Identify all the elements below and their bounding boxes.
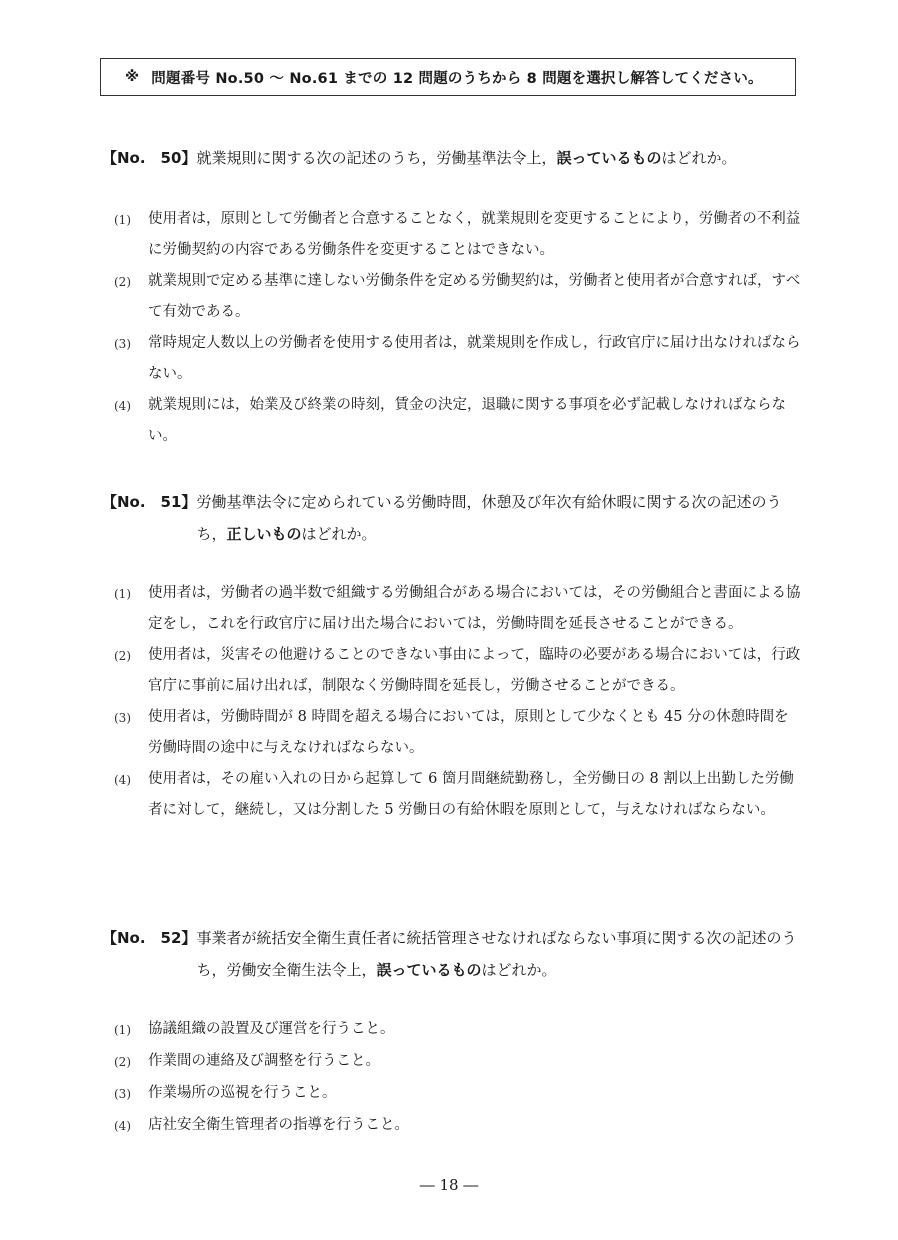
option-text: 就業規則には，始業及び終業の時刻，賃金の決定，退職に関する事項を必ず記載しなければならない。 [148, 397, 786, 444]
option-list [102, 204, 802, 452]
option-item [114, 1078, 802, 1110]
option-number: (2) [114, 275, 131, 289]
option-text: 使用者は，災害その他避けることのできない事由によって，臨時の必要がある場合においては，行政官庁に事前に届け出れば，制限なく労働時間を延長し，労働させることができる。 [148, 647, 801, 694]
option-item [114, 390, 802, 452]
option-item [114, 640, 802, 702]
option-text: 使用者は，その雇い入れの日から起算して 6 箇月間継続勤務し，全労働日の 8 割以上出勤した労働者に対して，継続し，又は分割した 5 労働日の有給休暇を原則として，与えなければならない。 [148, 771, 794, 818]
option-item [114, 764, 802, 826]
option-item [114, 266, 802, 328]
option-text: 作業場所の巡視を行うこと。 [148, 1085, 337, 1101]
option-text: 店社安全衛生管理者の指導を行うこと。 [148, 1117, 409, 1133]
question-stem: 就業規則に関する次の記述のうち，労働基準法令上，誤っているものはどれか。 [196, 149, 737, 167]
option-number: (2) [114, 649, 131, 663]
option-number: (3) [114, 711, 131, 725]
page-number: ― 18 ― [419, 1176, 479, 1194]
option-item [114, 1046, 802, 1078]
notice-text: 問題番号 No.50 ～ No.61 までの 12 問題のうちから 8 問題を選択し解答してください。 [151, 70, 763, 87]
instruction-notice-box [100, 58, 796, 96]
option-text: 作業間の連絡及び調整を行うこと。 [148, 1053, 380, 1069]
option-text: 協議組織の設置及び運営を行うこと。 [148, 1021, 395, 1037]
question-number: 【No. 51】 [102, 493, 197, 511]
question-number: 【No. 52】 [102, 929, 197, 947]
option-number: (1) [114, 213, 131, 227]
option-number: (3) [114, 1087, 131, 1101]
question-stem: 事業者が統括安全衛生責任者に統括管理させなければならない事項に関する次の記述のうち，労働安全衛生法令上，誤っているものはどれか。 [196, 929, 797, 979]
option-text: 使用者は，原則として労働者と合意することなく，就業規則を変更することにより，労働者の不利益に労働契約の内容である労働条件を変更することはできない。 [148, 211, 801, 258]
option-text: 就業規則で定める基準に達しない労働条件を定める労働契約は，労働者と使用者が合意すれば，すべて有効である。 [148, 273, 801, 320]
option-text: 常時規定人数以上の労働者を使用する使用者は，就業規則を作成し，行政官庁に届け出なければならない。 [148, 335, 801, 382]
question-number: 【No. 50】 [102, 149, 197, 167]
question-stem: 労働基準法令に定められている労働時間，休憩及び年次有給休暇に関する次の記述のうち，正しいものはどれか。 [196, 493, 782, 543]
option-number: (4) [114, 1119, 131, 1133]
option-number: (2) [114, 1055, 131, 1069]
option-item [114, 1110, 802, 1142]
option-number: (1) [114, 587, 131, 601]
option-item [114, 578, 802, 640]
stem-emphasis: 誤っているもの [556, 149, 662, 167]
option-number: (3) [114, 337, 131, 351]
option-list [102, 1014, 802, 1142]
option-item [114, 204, 802, 266]
stem-emphasis: 正しいもの [226, 525, 302, 543]
option-number: (4) [114, 399, 131, 413]
option-item [114, 1014, 802, 1046]
option-text: 使用者は，労働時間が 8 時間を超える場合においては，原則として少なくとも 45 分の休憩時間を労働時間の途中に与えなければならない。 [148, 709, 789, 756]
option-list [102, 578, 802, 826]
stem-emphasis: 誤っているもの [376, 961, 482, 979]
question-51 [102, 486, 802, 826]
option-number: (1) [114, 1023, 131, 1037]
option-item [114, 328, 802, 390]
question-50 [102, 142, 802, 452]
option-text: 使用者は，労働者の過半数で組織する労働組合がある場合においては，その労働組合と書面による協定をし，これを行政官庁に届け出た場合においては，労働時間を延長させることができる。 [148, 585, 801, 632]
question-52 [102, 922, 802, 1142]
notice-mark: ※ [125, 69, 140, 85]
option-item [114, 702, 802, 764]
option-number: (4) [114, 773, 131, 787]
